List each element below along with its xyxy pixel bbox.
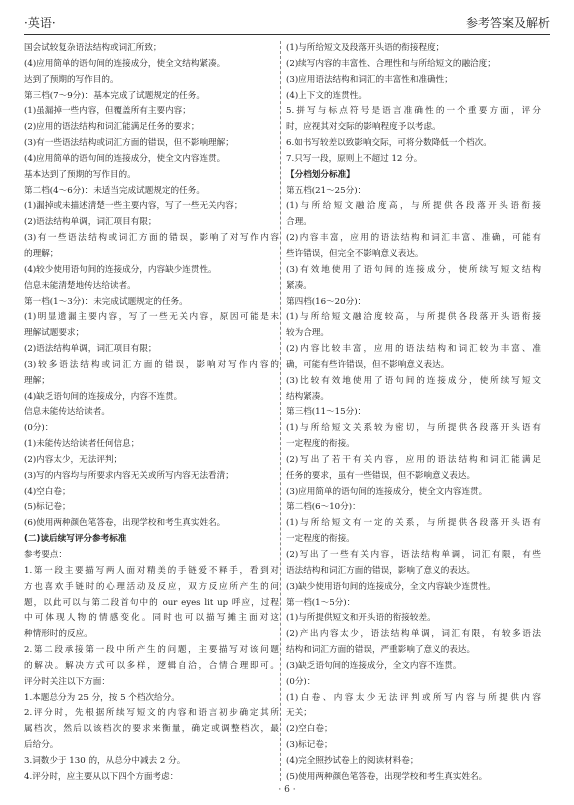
text-line: (4)较少使用语句间的连接成分，内容缺少连贯性。 — [24, 264, 217, 275]
text-line: 3.词数少于 130 的，从总分中减去 2 分。 — [24, 755, 186, 766]
text-line: 第三档(11～15分)： — [286, 407, 367, 418]
text-line: (2)语法结构单调，词汇项目有限； — [24, 217, 157, 228]
text-line: 语法结构和词汇方面的错误，影响了意义的表达。 — [286, 565, 476, 576]
text-line: 评分时关注以下方面： — [24, 676, 110, 687]
text-line: 6.如书写较差以致影响交际，可将分数降低一个档次。 — [286, 138, 492, 149]
text-line: 种情形时的反应。 — [24, 629, 93, 640]
left-column — [24, 41, 279, 786]
text-line: (3)应用简单的语句间的连接成分，使全文内容连贯。 — [286, 486, 488, 497]
text-line: (2)产出内容太少，语法结构单调，词汇有限，有较多语法 — [286, 629, 541, 640]
text-line: 4.评分时，应主要从以下四个方面考虑： — [24, 771, 179, 782]
section-title: 参考答案及解析 — [465, 15, 550, 30]
text-line: (2)内容太少，无法评判； — [24, 454, 123, 465]
text-line: (4)应用简单的语句间的连接成分，使全文内容连贯。 — [24, 153, 226, 164]
text-line: (3)较多语法结构或词汇方面的错误，影响对写作内容的 — [24, 359, 279, 370]
text-line: (3)应用语法结构和词汇的丰富性和准确性； — [286, 74, 453, 85]
text-line: 题，以此可以与第二段首句中的 our eyes lit up 呼应，过程 — [24, 597, 279, 608]
text-line: 5.拼写与标点符号是语言准确性的一个重要方面，评分 — [286, 106, 541, 117]
text-line: 的解决。解决方式可以多样，逻辑自洽，合情合理即可。 — [24, 660, 279, 671]
text-line: (1)虽漏掉一些内容，但覆盖所有主要内容； — [24, 106, 191, 117]
text-line: 结构和词汇方面的错误，严重影响了意义的表达。 — [286, 645, 476, 656]
text-line: (1)与所给短文关系较为密切，与所提供各段落开头语有 — [286, 423, 541, 434]
text-line: 第一档(1～5分)： — [286, 597, 356, 608]
text-line: 第一档(1～3分)：未完成试题规定的任务。 — [24, 296, 188, 307]
text-line: (5)使用两种颜色笔答卷，出现学校和考生真实姓名。 — [286, 771, 488, 782]
text-line: 达到了预期的写作目的。 — [24, 74, 119, 85]
section-heading: 【分档划分标准】 — [286, 169, 355, 180]
section-heading: (二)读后续写评分参考标准 — [24, 534, 127, 545]
text-line: (1)未能传达给读者任何信息； — [24, 439, 140, 450]
text-line: 1.本题总分为 25 分，按 5 个档次给分。 — [24, 692, 180, 703]
text-line: (1)与所给短文融洽度较高，与所提供各段落开头语衔接 — [286, 312, 541, 323]
text-line: (2)语法结构单调，词汇项目有限； — [24, 344, 157, 355]
text-line: 第三档(7～9分)：基本完成了试题规定的任务。 — [24, 90, 205, 101]
right-column — [286, 41, 541, 786]
text-line: 理解； — [24, 375, 50, 386]
text-line: (4)上下文的连贯性。 — [286, 90, 367, 101]
text-line: 第四档(16～20分)： — [286, 296, 367, 307]
text-line: 合理。 — [286, 217, 312, 228]
text-line: (4)应用简单的语句间的连接成分，使全文结构紧凑。 — [24, 58, 226, 69]
text-line: (6)使用两种颜色笔答卷，出现学校和考生真实姓名。 — [24, 518, 226, 529]
text-line: 结构紧凑。 — [286, 391, 329, 402]
page-number: · 6 · — [278, 785, 296, 795]
subject-label: ·英语· — [24, 15, 56, 30]
column-divider — [280, 41, 281, 781]
text-line: 确，可能有些许错误，但不影响意义表达。 — [286, 359, 450, 370]
text-line: 无关； — [286, 708, 312, 719]
header-rule — [24, 34, 550, 35]
text-line: (3)比较有效地使用了语句间的连接成分，使所续写短文 — [286, 375, 541, 386]
text-line: 国会试较复杂语法结构或词汇所致； — [24, 43, 162, 53]
text-line: 任务的要求，虽有一些错误，但不影响意义表达。 — [286, 470, 476, 481]
text-line: (2)写出了若干有关内容，应用的语法结构和词汇能满足 — [286, 454, 541, 465]
text-line: 2.评分时，先根据所续写短文的内容和语言初步确定其所 — [24, 708, 279, 719]
text-line: (2)内容丰富，应用的语法结构和词汇丰富、准确，可能有 — [286, 233, 541, 244]
text-line: (3)缺乏语句间的连接成分，全文内容不连贯。 — [286, 660, 462, 671]
text-line: (1)与所提供短文和开头语的衔接较差。 — [286, 613, 436, 624]
text-line: (2)续写内容的丰富性、合理性和与所给短文的融洽度； — [286, 58, 496, 69]
text-line: (3)写的内容均与所要求内容无关或所写内容无法看清； — [24, 470, 234, 481]
text-line: 中可体现人物的情感变化。同时也可以描写摊主面对这 — [24, 613, 279, 624]
text-line: (3)有一些语法结构或词汇方面的错误，影响了对写作内容 — [24, 233, 279, 244]
text-line: 第五档(21～25分)： — [286, 185, 367, 196]
text-line: 第二档(4～6分)：未适当完成试题规定的任务。 — [24, 185, 205, 196]
text-line: (0分)： — [24, 423, 54, 434]
text-line: 1.第一段主要描写两人面对精美的手链爱不释手，看到对 — [24, 565, 279, 576]
text-line: 参考要点： — [24, 550, 67, 560]
text-line: 一定程度的衔接。 — [286, 439, 355, 450]
text-line: (1)白卷、内容太少无法评判或所写内容与所提供内容 — [286, 692, 541, 703]
text-line: 较为合理。 — [286, 328, 329, 339]
text-line: 一定程度的衔接。 — [286, 534, 355, 545]
text-line: 第二档(6～10分)： — [286, 502, 361, 513]
text-line: (1)漏掉或未描述清楚一些主要内容，写了一些无关内容； — [24, 201, 243, 212]
text-line: (2)应用的语法结构和词汇能满足任务的要求； — [24, 122, 200, 133]
text-line: (2)空白卷； — [286, 724, 333, 735]
text-line: 的理解； — [24, 248, 59, 259]
text-line: (1)与所给短文有一定的关系，与所提供各段落开头语有 — [286, 518, 541, 529]
text-line: (1)明显遗漏主要内容，写了一些无关内容，原因可能是未 — [24, 312, 279, 323]
text-line: (4)空白卷； — [24, 486, 71, 497]
text-line: 些许错误，但完全不影响意义表达。 — [286, 248, 424, 259]
text-line: 基本达到了预期的写作目的。 — [24, 169, 136, 180]
text-line: (3)标记卷； — [286, 740, 333, 751]
text-line: (1)与所给短文及段落开头语的衔接程度； — [286, 43, 445, 53]
text-line: 后给分。 — [24, 740, 59, 751]
text-line: (3)有一些语法结构或词汇方面的错误，但不影响理解； — [24, 138, 234, 149]
text-line: (5)标记卷； — [24, 502, 71, 513]
text-line: (4)完全照抄试卷上的阅读材料卷； — [286, 755, 419, 766]
text-line: (1)与所给短文融洽度高，与所提供各段落开头语衔接 — [286, 201, 541, 212]
text-line: (3)缺少使用语句间的连接成分，全文内容缺少连贯性。 — [286, 581, 496, 592]
text-line: (3)有效地使用了语句间的连接成分，使所续写短文结构 — [286, 264, 541, 275]
text-line: 方也喜欢手链时的心理活动及反应，双方反应所产生的问 — [24, 581, 279, 592]
text-line: (4)缺乏语句间的连接成分，内容不连贯。 — [24, 391, 183, 402]
text-line: 理解试题要求； — [24, 328, 85, 339]
text-line: 时，应视其对交际的影响程度予以考虑。 — [286, 122, 441, 133]
text-line: (0分)： — [286, 676, 316, 687]
text-line: (2)写出了一些有关内容，语法结构单调，词汇有限，有些 — [286, 550, 541, 560]
text-line: 信息未能清楚地传达给读者。 — [24, 280, 136, 291]
page-header — [24, 12, 550, 32]
text-line: 7.只写一段，原则上不超过 12 分。 — [286, 153, 423, 164]
text-line: (2)内容比较丰富，应用的语法结构和词汇较为丰富、准 — [286, 344, 541, 355]
text-line: 2.第二段承接第一段中所产生的问题，主要描写对该问题 — [24, 645, 279, 656]
text-line: 紧凑。 — [286, 280, 312, 291]
text-line: 信息未能传达给读者。 — [24, 407, 110, 418]
text-line: 属档次，然后以该档次的要求来衡量，确定或调整档次，最 — [24, 724, 279, 735]
